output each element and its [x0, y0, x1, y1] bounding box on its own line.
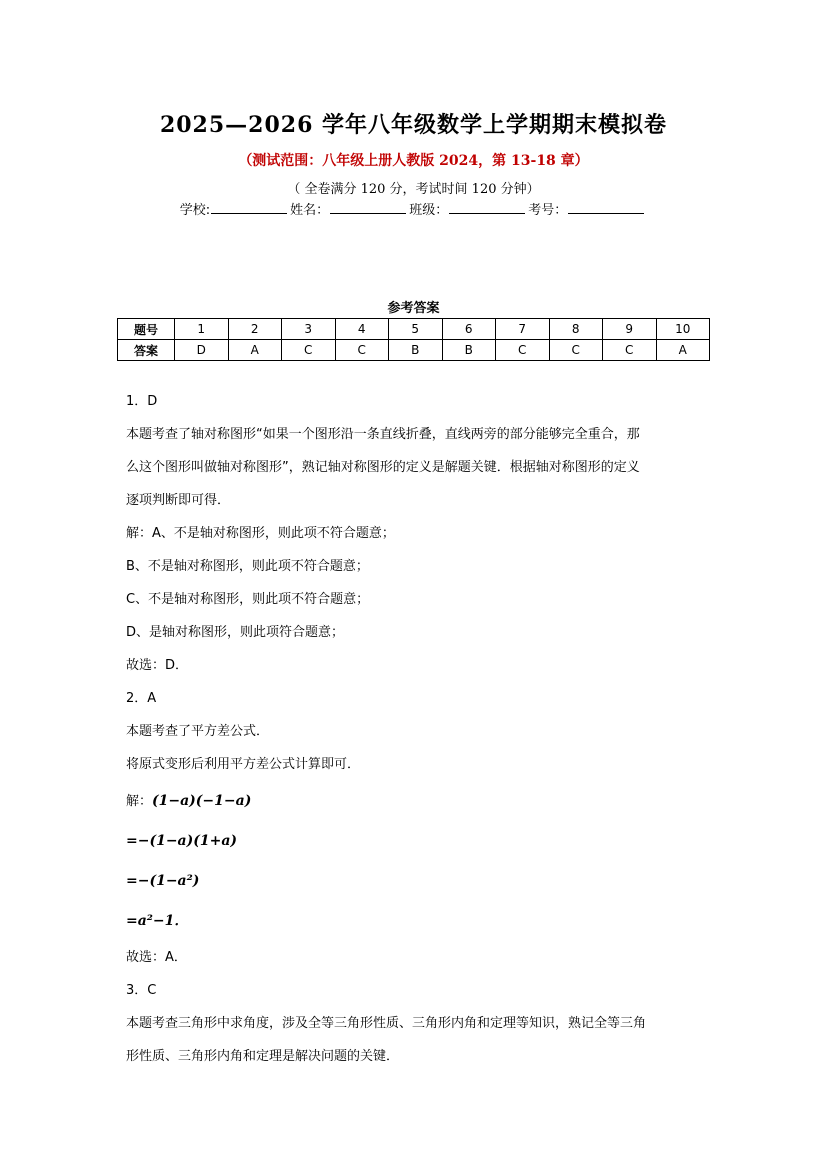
row-header-answer: 答案 — [118, 340, 175, 361]
q1-line: 故选：D． — [126, 658, 189, 673]
q2-line: 将原式变形后利用平方差公式计算即可． — [126, 757, 361, 772]
math-expression: =a²−1． — [126, 913, 189, 929]
q1-line: B、不是轴对称图形，则此项不符合题意； — [126, 559, 369, 574]
answer-key: B — [442, 340, 496, 361]
q2-math-line — [126, 901, 716, 941]
answer-key: A — [656, 340, 710, 361]
q3-heading: 3．C — [126, 983, 157, 998]
row-header-number: 题号 — [118, 319, 175, 340]
school-blank — [211, 200, 287, 214]
answer-table — [117, 318, 710, 361]
q1-heading: 1．D — [126, 394, 158, 409]
q1-line: 解：A、不是轴对称图形，则此项不符合题意； — [126, 526, 395, 541]
class-blank — [449, 200, 525, 214]
answer-key: D — [175, 340, 229, 361]
question-number: 3 — [282, 319, 336, 340]
q2-math-line — [126, 861, 716, 901]
name-blank — [330, 200, 406, 214]
answer-key: C — [282, 340, 336, 361]
answer-key: A — [228, 340, 282, 361]
answer-key: C — [335, 340, 389, 361]
math-expression: (1−a)(−1−a) — [152, 793, 252, 809]
question-number: 9 — [603, 319, 657, 340]
school-label: 学校: — [179, 203, 211, 218]
answer-key-title: 参考答案 — [387, 301, 440, 316]
math-expression: =−(1−a)(1+a) — [126, 833, 238, 849]
exam-scope: （测试范围：八年级上册人教版 2024，第 13-18 章） — [238, 153, 589, 169]
q1-line: 么这个图形叫做轴对称图形”，熟记轴对称图形的定义是解题关键．根据轴对称图形的定义 — [126, 460, 640, 475]
number-label: 考号： — [528, 203, 568, 218]
q2-heading: 2．A — [126, 691, 157, 706]
q1-line: C、不是轴对称图形，则此项不符合题意； — [126, 592, 370, 607]
exam-title: 2025—2026 学年八年级数学上学期期末模拟卷 — [159, 112, 668, 138]
math-expression: =−(1−a²) — [126, 873, 200, 889]
question-number: 5 — [389, 319, 443, 340]
answer-key: C — [549, 340, 603, 361]
question-number-row — [118, 319, 710, 340]
q1-line: 本题考查了轴对称图形“如果一个图形沿一条直线折叠，直线两旁的部分能够完全重合，那 — [126, 427, 640, 442]
solution-prefix: 解： — [126, 794, 153, 809]
question-number: 7 — [496, 319, 550, 340]
answer-row — [118, 340, 710, 361]
solutions-body — [126, 385, 716, 1073]
q1-line: D、是轴对称图形，则此项符合题意； — [126, 625, 345, 640]
class-label: 班级： — [409, 203, 449, 218]
question-number: 8 — [549, 319, 603, 340]
q3-line: 形性质、三角形内角和定理是解决问题的关键． — [126, 1049, 400, 1064]
answer-key: B — [389, 340, 443, 361]
q2-math-line — [126, 821, 716, 861]
question-number: 6 — [442, 319, 496, 340]
score-time-line: （ 全卷满分 120 分，考试时间 120 分钟） — [287, 182, 540, 197]
question-number: 10 — [656, 319, 710, 340]
q2-math-line — [126, 781, 716, 821]
question-number: 1 — [175, 319, 229, 340]
q1-line: 逐项判断即可得． — [126, 493, 231, 508]
q2-line: 本题考查了平方差公式． — [126, 724, 270, 739]
question-number: 4 — [335, 319, 389, 340]
q3-line: 本题考查三角形中求角度，涉及全等三角形性质、三角形内角和定理等知识，熟记全等三角 — [126, 1016, 647, 1031]
number-blank — [568, 200, 644, 214]
name-label: 姓名： — [290, 203, 330, 218]
answer-key: C — [603, 340, 657, 361]
student-info-line — [0, 199, 827, 218]
answer-key: C — [496, 340, 550, 361]
q2-conclusion: 故选：A． — [126, 950, 187, 965]
question-number: 2 — [228, 319, 282, 340]
